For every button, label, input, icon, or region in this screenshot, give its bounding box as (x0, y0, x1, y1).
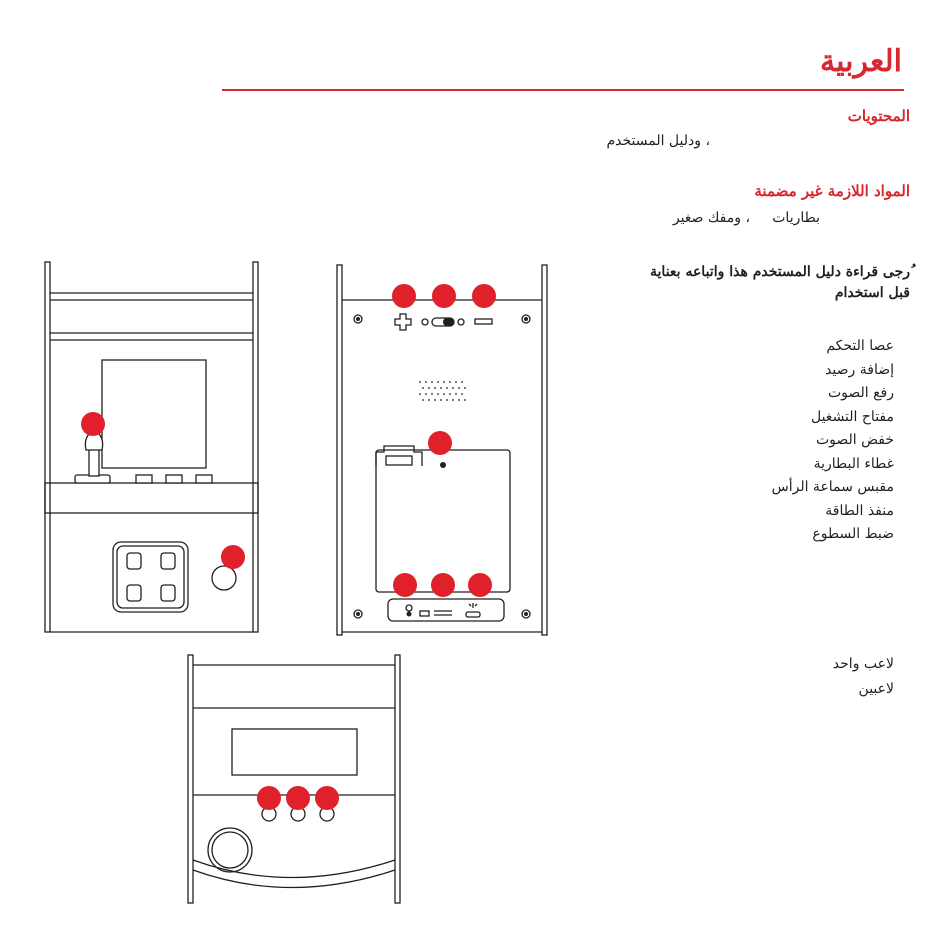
callout-power-port (431, 573, 455, 597)
speaker-grille-icon (419, 381, 466, 401)
minus-icon (475, 319, 492, 324)
warning-line-1: ُرجى قراءة دليل المستخدم هذا واتباعه بعناية (650, 264, 910, 280)
page-title: العربية (820, 44, 902, 79)
part-brightness: ضبط السطوع (812, 526, 894, 542)
part-joystick: عصا التحكم (826, 338, 894, 354)
part-add-credit: إضافة رصيد (825, 361, 894, 378)
callout-brightness (468, 573, 492, 597)
callout-mode-1 (257, 786, 281, 810)
part-volume-down: خفض الصوت (815, 432, 894, 448)
part-power-switch: مفتاح التشغيل (810, 408, 894, 425)
back-view-diagram (337, 265, 547, 635)
battery-cover (376, 446, 510, 592)
callout-mode-3 (315, 786, 339, 810)
front-view-diagram (45, 262, 258, 632)
headphone-icon (406, 605, 412, 611)
callout-power-switch (432, 284, 456, 308)
part-power-port: منفذ الطاقة (825, 502, 894, 519)
top-screen (232, 729, 357, 775)
mode-two-players: لاعبين (858, 681, 894, 697)
joystick-icon (75, 430, 110, 483)
callout-add-credit (221, 545, 245, 569)
plus-icon (395, 314, 411, 330)
button-pad (113, 542, 188, 612)
top-joystick-base (208, 828, 252, 872)
warning-line-2: قبل استخدام (834, 285, 910, 301)
mode-one-player: لاعب واحد (832, 656, 894, 672)
front-screen (102, 360, 206, 468)
part-volume-up: رفع الصوت (827, 385, 894, 401)
brightness-icon (469, 603, 477, 608)
materials-heading: المواد اللازمة غير مضمنة (754, 182, 910, 200)
callout-battery-cover (428, 431, 452, 455)
materials-text: بطاريات ، ومفك صغير (672, 210, 820, 226)
callout-volume-down (472, 284, 496, 308)
power-switch-icon (422, 318, 464, 326)
dc-power-icon (420, 611, 429, 616)
top-view-diagram (188, 655, 400, 903)
port-plate (388, 599, 504, 621)
part-battery-cover: غطاء البطارية (813, 455, 894, 472)
contents-text: ، ودليل المستخدم (606, 133, 710, 149)
coin-button (212, 566, 236, 590)
callout-volume-up (392, 284, 416, 308)
part-headphone-jack: مقبس سماعة الرأس (771, 479, 894, 495)
contents-heading: المحتويات (847, 107, 910, 125)
control-deck (45, 483, 258, 513)
callout-mode-2 (286, 786, 310, 810)
callout-headphone (393, 573, 417, 597)
callout-joystick (81, 412, 105, 436)
